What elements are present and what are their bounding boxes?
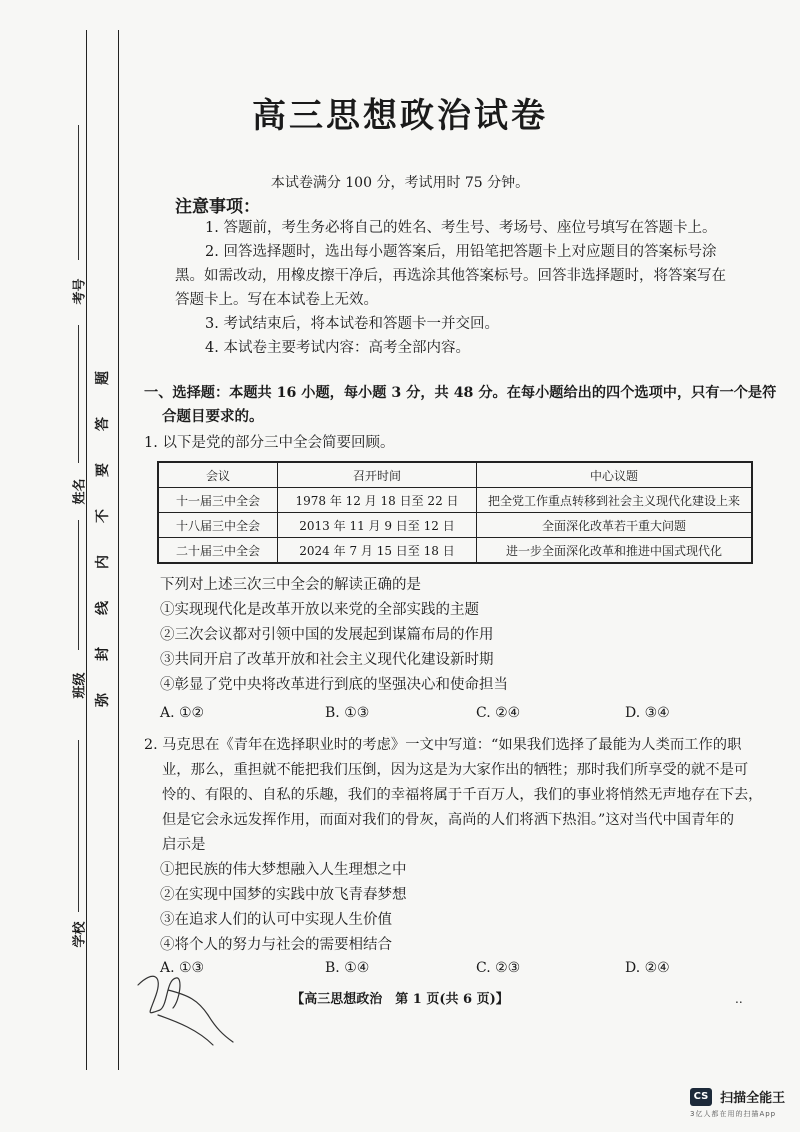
school-label: 学校 bbox=[72, 921, 88, 948]
notice-line: 4. 本试卷主要考试内容：高考全部内容。 bbox=[205, 340, 470, 356]
watermark-tagline: 3亿人都在用的扫描App bbox=[690, 1110, 777, 1118]
seal-line-notice bbox=[94, 355, 112, 723]
q2-stem-line: 业，那么，重担就不能把我们压倒，因为这是为大家作出的牺牲；那时我们所享受的就不是可 bbox=[162, 762, 749, 778]
seal-char: 不 bbox=[95, 509, 111, 523]
q1-option-b: B. ①③ bbox=[325, 705, 370, 721]
footer-dots: .. bbox=[735, 992, 743, 1006]
table-header: 召开时间 bbox=[278, 462, 477, 488]
q2-statement: ①把民族的伟大梦想融入人生理想之中 bbox=[160, 862, 407, 878]
table-row bbox=[158, 488, 752, 513]
q2-stem-line: 但是它会永远发挥作用，而面对我们的骨灰，高尚的人们将洒下热泪。”这对当代中国青年的 bbox=[162, 812, 735, 828]
page-footer: 【高三思想政治 第 1 页(共 6 页)】 bbox=[291, 992, 509, 1007]
school-blank bbox=[78, 740, 79, 912]
page-title: 高三思想政治试卷 bbox=[252, 96, 548, 136]
table-cell: 进一步全面深化改革和推进中国式现代化 bbox=[477, 538, 753, 564]
notice-line: 2. 回答选择题时，选出每小题答案后，用铅笔把答题卡上对应题目的答案标号涂 bbox=[205, 244, 717, 260]
table-row bbox=[158, 513, 752, 538]
q1-option-c: C. ②④ bbox=[476, 705, 521, 721]
table-header-row bbox=[158, 462, 752, 488]
q2-stem-line: 2. 马克思在《青年在选择职业时的考虑》一文中写道：“如果我们选择了最能为人类而工作的职 bbox=[144, 737, 742, 753]
table-cell: 十一届三中全会 bbox=[158, 488, 278, 513]
scanner-watermark bbox=[690, 1086, 785, 1119]
seal-char: 内 bbox=[95, 555, 111, 569]
q1-statement: ③共同开启了改革开放和社会主义现代化建设新时期 bbox=[160, 652, 494, 668]
table-row bbox=[158, 538, 752, 564]
section-heading: 一、选择题：本题共 16 小题，每小题 3 分，共 48 分。在每小题给出的四个选项中，只有一个是符 bbox=[144, 385, 777, 401]
class-label: 班级 bbox=[72, 672, 88, 699]
q1-stem: 1. 以下是党的部分三中全会简要回顾。 bbox=[144, 435, 395, 451]
q1-statement: ④彰显了党中央将改革进行到底的坚强决心和使命担当 bbox=[160, 677, 508, 693]
notice-line: 1. 答题前，考生务必将自己的姓名、考生号、考场号、座位号填写在答题卡上。 bbox=[205, 220, 717, 236]
q1-prompt: 下列对上述三次三中全会的解读正确的是 bbox=[160, 577, 421, 593]
name-blank bbox=[78, 325, 79, 463]
notice-line: 3. 考试结束后，将本试卷和答题卡一并交回。 bbox=[205, 316, 499, 332]
score-time-note: 本试卷满分 100 分，考试用时 75 分钟。 bbox=[270, 175, 530, 191]
q2-option-d: D. ②④ bbox=[625, 960, 670, 976]
section-heading-cont: 合题目要求的。 bbox=[162, 408, 264, 425]
notice-line: 黑。如需改动，用橡皮擦干净后，再选涂其他答案标号。回答非选择题时，将答案写在 bbox=[175, 268, 726, 284]
table-cell: 全面深化改革若干重大问题 bbox=[477, 513, 753, 538]
q1-statement: ①实现现代化是改革开放以来党的全部实践的主题 bbox=[160, 602, 479, 618]
name-label: 姓名 bbox=[72, 478, 88, 505]
notice-heading: 注意事项： bbox=[175, 197, 260, 217]
q2-statement: ③在追求人们的认可中实现人生价值 bbox=[160, 912, 392, 928]
notice-line: 答题卡上。写在本试卷上无效。 bbox=[175, 292, 378, 308]
table-cell: 1978 年 12 月 18 日至 22 日 bbox=[278, 488, 477, 513]
q2-stem-line: 怜的、有限的、自私的乐趣，我们的幸福将属于千百万人，我们的事业将悄然无声地存在下去， bbox=[162, 787, 763, 803]
table-cell: 2013 年 11 月 9 日至 12 日 bbox=[278, 513, 477, 538]
camscanner-logo-icon: CS bbox=[690, 1088, 712, 1106]
table-cell: 2024 年 7 月 15 日至 18 日 bbox=[278, 538, 477, 564]
table-cell: 把全党工作重点转移到社会主义现代化建设上来 bbox=[477, 488, 753, 513]
q1-statement: ②三次会议都对引领中国的发展起到谋篇布局的作用 bbox=[160, 627, 494, 643]
seal-char: 封 bbox=[95, 647, 111, 661]
q2-statement: ②在实现中国梦的实践中放飞青春梦想 bbox=[160, 887, 407, 903]
q2-statement: ④将个人的努力与社会的需要相结合 bbox=[160, 937, 392, 953]
table-header: 会议 bbox=[158, 462, 278, 488]
q2-option-b: B. ①④ bbox=[325, 960, 370, 976]
seal-char: 答 bbox=[95, 417, 111, 431]
table-cell: 十八届三中全会 bbox=[158, 513, 278, 538]
q2-stem-line: 启示是 bbox=[162, 837, 206, 853]
q1-option-d: D. ③④ bbox=[625, 705, 670, 721]
q2-option-a: A. ①③ bbox=[160, 960, 205, 976]
seal-char: 要 bbox=[95, 463, 111, 477]
exam-number-label: 考号 bbox=[72, 278, 88, 305]
class-blank bbox=[78, 520, 79, 650]
watermark-name: 扫描全能王 bbox=[720, 1091, 786, 1106]
table-header: 中心议题 bbox=[477, 462, 753, 488]
seal-char: 题 bbox=[95, 371, 111, 385]
q1-option-a: A. ①② bbox=[160, 705, 205, 721]
exam-number-blank bbox=[78, 125, 79, 260]
seal-char: 弥 bbox=[95, 693, 111, 707]
plenum-table bbox=[157, 461, 753, 564]
q2-option-c: C. ②③ bbox=[476, 960, 521, 976]
table-cell: 二十届三中全会 bbox=[158, 538, 278, 564]
seal-char: 线 bbox=[95, 601, 111, 615]
